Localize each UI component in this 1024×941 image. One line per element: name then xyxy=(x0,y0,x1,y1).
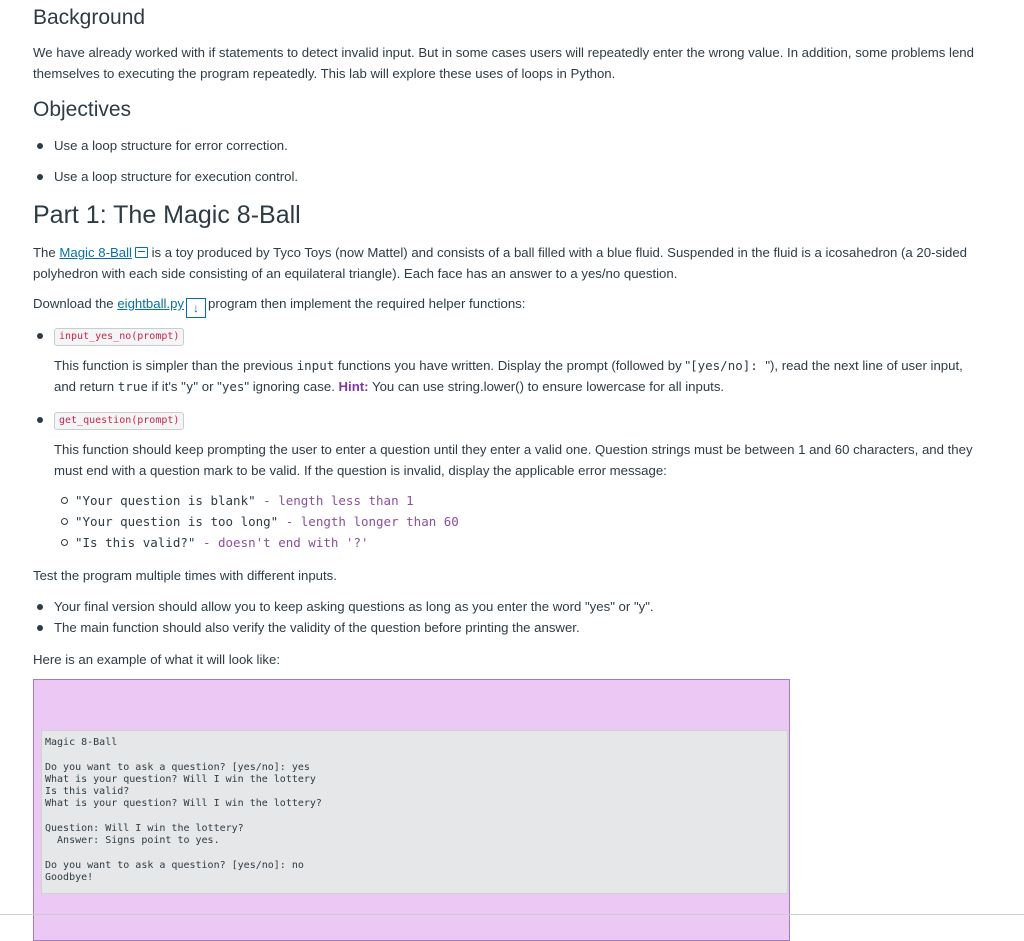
error-condition: - length less than 1 xyxy=(255,493,414,508)
inline-code: input xyxy=(296,358,335,373)
inline-code: y xyxy=(185,378,194,394)
background-text: We have already worked with if statements to detect invalid input. But in some cases users will repeatedly enter the wrong value. In addition, some problems lend themselves to executing the program repeatedly. This lab will explore these uses of loops in Python. xyxy=(33,45,974,81)
error-item xyxy=(75,491,414,511)
error-message: "Your question is too long" xyxy=(75,514,279,529)
inline-code: true xyxy=(117,378,148,394)
text: if it's " xyxy=(147,378,186,394)
sub-bullet xyxy=(61,497,68,504)
example-label: Here is an example of what it will look like: xyxy=(33,652,281,667)
objective-item: Use a loop structure for execution control. xyxy=(54,169,299,184)
error-message: "Is this valid?" xyxy=(75,535,196,550)
error-message: "Your question is blank" xyxy=(75,493,256,508)
function-name-input-yes-no: input_yes_no(prompt) xyxy=(54,328,184,346)
eightball-file-link[interactable]: eightball.py xyxy=(117,296,185,311)
func1-description xyxy=(54,356,978,397)
test-instructions: Test the program multiple times with different inputs. xyxy=(33,568,337,583)
sub-bullet xyxy=(61,539,68,546)
external-link-icon xyxy=(135,247,148,258)
bullet xyxy=(37,174,43,180)
bullet xyxy=(37,625,43,631)
error-condition: - doesn't end with '?' xyxy=(195,535,369,550)
objective-item: Use a loop structure for error correction. xyxy=(54,138,288,153)
note-item: Your final version should allow you to keep asking questions as long as you enter the word "yes" or "y". xyxy=(54,599,654,614)
error-condition: - length longer than 60 xyxy=(278,514,459,529)
text: This function is simpler than the previous xyxy=(54,358,297,373)
bullet xyxy=(37,333,43,339)
inline-code: [yes/no]: xyxy=(690,358,766,373)
intro-text: The xyxy=(33,245,60,260)
func2-description: This function should keep prompting the user to enter a question until they enter a valid one. Question strings must be between 1 and 60 characters, and they must end with a question mark to be valid. If the question is invalid, display the applicable error message: xyxy=(54,442,973,478)
part1-heading: Part 1: The Magic 8-Ball xyxy=(33,201,301,229)
example-box xyxy=(33,679,790,941)
background-heading: Background xyxy=(33,6,146,29)
inline-code: yes xyxy=(221,378,245,394)
terminal-text: Magic 8-Ball Do you want to ask a question? [yes/no]: yes What is your question? Will I win the lottery Is this valid? What is your question? Will I win the lottery? Question: Will I win the lottery? Answer: Signs point to yes. Do you want to ask a question? [yes/no]: no Goodbye! xyxy=(45,737,322,884)
download-icon[interactable]: ↓ xyxy=(186,298,206,318)
download-text: Download the xyxy=(33,296,118,311)
text: "), read the next line of user input, and return xyxy=(54,358,963,394)
sub-bullet xyxy=(61,518,68,525)
note-item: The main function should also verify the validity of the question before printing the answer. xyxy=(54,620,580,635)
text: functions you have written. Display the prompt (followed by " xyxy=(334,358,691,373)
bottom-divider xyxy=(0,914,1024,915)
magic-8-ball-link[interactable]: Magic 8-Ball xyxy=(59,245,132,260)
bullet xyxy=(37,417,43,423)
error-item xyxy=(75,512,459,532)
intro-text: is a toy produced by Tyco Toys (now Mattel) and consists of a ball filled with a blue fluid. Suspended in the fluid is a icosahedron (a 20-sided polyhedron with each side consisting of an equilateral triangle). Each face has an answer to a yes/no question. xyxy=(33,245,968,281)
error-item xyxy=(75,533,369,553)
objectives-heading: Objectives xyxy=(33,98,132,121)
function-name-get-question: get_question(prompt) xyxy=(54,412,184,430)
hint-label: Hint: xyxy=(338,378,369,394)
download-text: program then implement the required helper functions: xyxy=(208,296,526,311)
bullet xyxy=(37,604,43,610)
text: " ignoring case. xyxy=(244,378,339,394)
text: " or " xyxy=(193,378,222,394)
part1-intro xyxy=(33,243,978,284)
text: You can use string.lower() to ensure lowercase for all inputs. xyxy=(368,378,725,394)
download-line xyxy=(33,294,978,318)
terminal-output xyxy=(41,730,788,894)
bullet xyxy=(37,143,43,149)
